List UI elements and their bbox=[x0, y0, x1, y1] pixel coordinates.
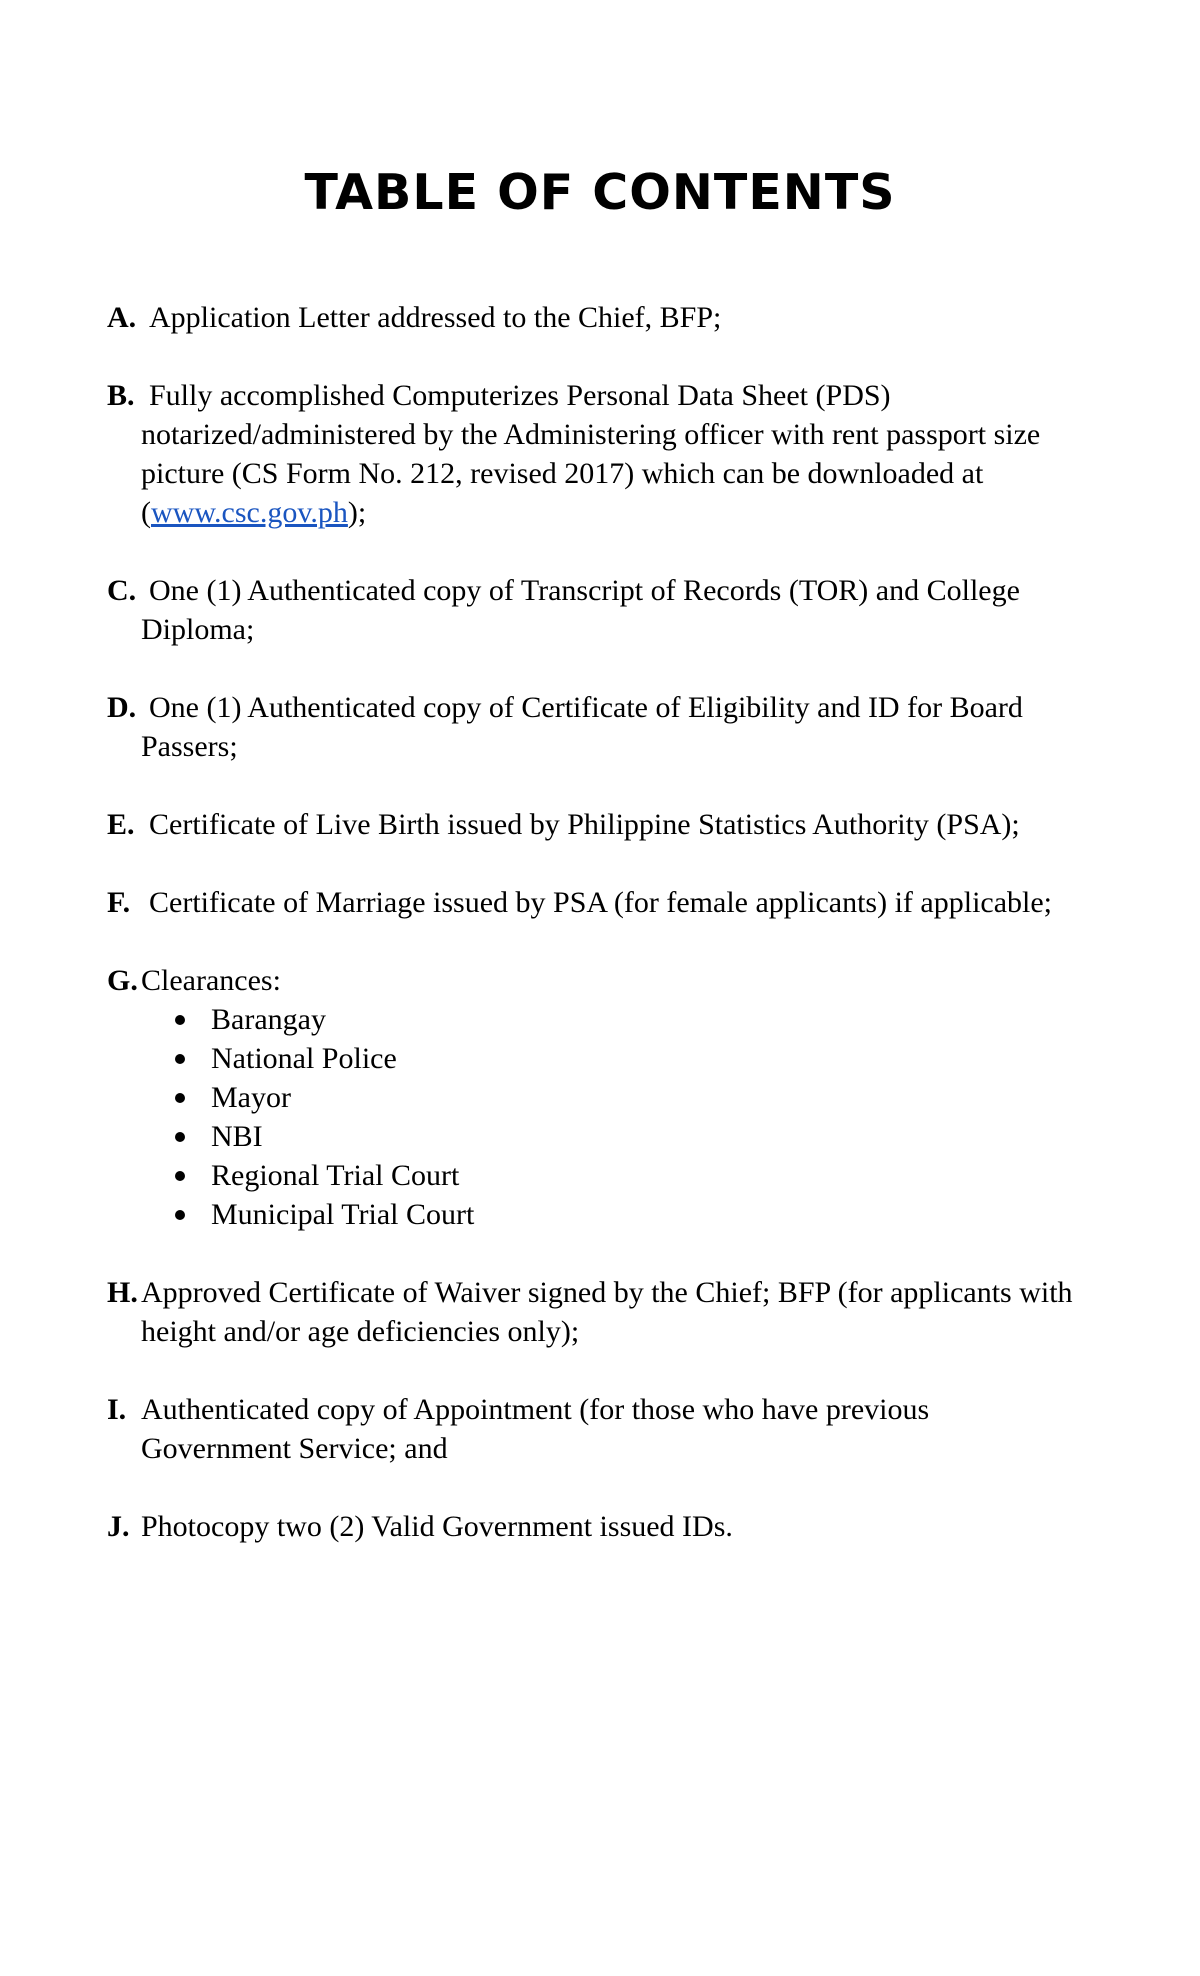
list-item-f bbox=[107, 883, 1147, 922]
item-letter: E. bbox=[107, 808, 135, 841]
clearance-item bbox=[141, 1078, 1147, 1117]
list-item-i bbox=[107, 1390, 1147, 1468]
item-letter: B. bbox=[107, 379, 135, 412]
clearance-item bbox=[141, 1039, 1147, 1078]
clearances-list bbox=[141, 1000, 1147, 1234]
clearance-label: Barangay bbox=[211, 1003, 326, 1036]
item-line: Diploma; bbox=[141, 613, 255, 646]
page-title: TABLE OF CONTENTS bbox=[304, 164, 896, 221]
item-letter: D. bbox=[107, 691, 137, 724]
item-line: One (1) Authenticated copy of Transcript of Records (TOR) and College bbox=[149, 574, 1020, 607]
item-line: One (1) Authenticated copy of Certificate of Eligibility and ID for Board bbox=[149, 691, 1023, 724]
list-item-a bbox=[107, 298, 1147, 337]
item-line: height and/or age deficiencies only); bbox=[141, 1315, 580, 1348]
clearance-item bbox=[141, 1000, 1147, 1039]
clearance-label: Mayor bbox=[211, 1081, 291, 1114]
item-text bbox=[141, 571, 1147, 649]
item-line: Approved Certificate of Waiver signed by the Chief; BFP (for applicants with bbox=[141, 1276, 1073, 1309]
item-text: Application Letter addressed to the Chief, BFP; bbox=[149, 301, 722, 334]
list-item-g bbox=[107, 961, 1147, 1234]
item-line: Passers; bbox=[141, 730, 238, 763]
list-item-c bbox=[107, 571, 1147, 649]
bullet-icon bbox=[175, 1210, 185, 1220]
item-text: Photocopy two (2) Valid Government issued IDs. bbox=[141, 1510, 733, 1543]
bullet-icon bbox=[175, 1132, 185, 1142]
item-letter: A. bbox=[107, 301, 137, 334]
item-text: Certificate of Marriage issued by PSA (for female applicants) if applicable; bbox=[149, 886, 1053, 919]
paren-open: ( bbox=[141, 496, 151, 529]
item-letter: H. bbox=[107, 1276, 138, 1309]
bullet-icon bbox=[175, 1015, 185, 1025]
item-line: notarized/administered by the Administering officer with rent passport size bbox=[141, 418, 1041, 451]
list-item-e bbox=[107, 805, 1147, 844]
bullet-icon bbox=[175, 1171, 185, 1181]
item-text bbox=[141, 1390, 1147, 1468]
item-line: Authenticated copy of Appointment (for those who have previous bbox=[141, 1393, 930, 1426]
item-line bbox=[141, 493, 1147, 532]
item-letter: C. bbox=[107, 574, 137, 607]
list-item-b bbox=[107, 376, 1147, 532]
clearances-heading: Clearances: bbox=[141, 964, 281, 997]
clearance-label: NBI bbox=[211, 1120, 263, 1153]
item-text bbox=[141, 1273, 1147, 1351]
bullet-icon bbox=[175, 1054, 185, 1064]
paren-close: ); bbox=[347, 496, 367, 529]
clearance-item bbox=[141, 1195, 1147, 1234]
item-text bbox=[141, 961, 1147, 1234]
csc-website-link[interactable]: www.csc.gov.ph bbox=[151, 496, 348, 529]
list-item-h bbox=[107, 1273, 1147, 1351]
item-line: Government Service; and bbox=[141, 1432, 448, 1465]
list-item-d bbox=[107, 688, 1147, 766]
contents-list bbox=[107, 298, 1147, 1585]
clearance-label: National Police bbox=[211, 1042, 397, 1075]
bullet-icon bbox=[175, 1093, 185, 1103]
item-letter: F. bbox=[107, 886, 131, 919]
item-letter: J. bbox=[107, 1510, 130, 1543]
item-letter: I. bbox=[107, 1393, 127, 1426]
list-item-j bbox=[107, 1507, 1147, 1546]
clearance-label: Regional Trial Court bbox=[211, 1159, 460, 1192]
item-text: Certificate of Live Birth issued by Philippine Statistics Authority (PSA); bbox=[149, 808, 1020, 841]
item-line: picture (CS Form No. 212, revised 2017) which can be downloaded at bbox=[141, 457, 984, 490]
item-letter: G. bbox=[107, 964, 138, 997]
item-text bbox=[141, 688, 1147, 766]
clearance-item bbox=[141, 1156, 1147, 1195]
clearance-item bbox=[141, 1117, 1147, 1156]
clearance-label: Municipal Trial Court bbox=[211, 1198, 475, 1231]
item-text bbox=[141, 376, 1147, 532]
item-line: Fully accomplished Computerizes Personal Data Sheet (PDS) bbox=[149, 379, 891, 412]
